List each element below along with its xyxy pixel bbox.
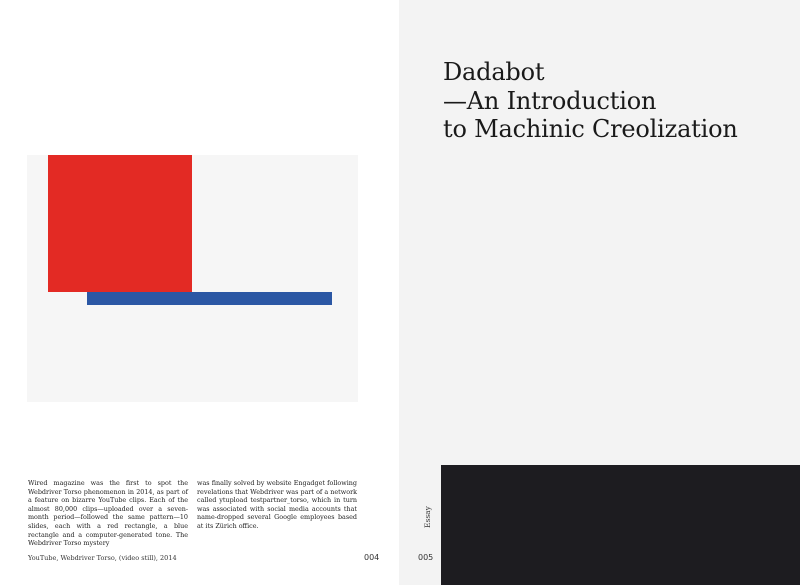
body-text-column-2: was finally solved by website Engadget following revelations that Webdriver was part of a network called ytupload testpartner_torso, which in turn was associated with social media accounts that name-dropped several Google employees based at its Zürich office. — [197, 479, 357, 530]
page-number-right: 005 — [418, 553, 434, 562]
figure-caption: YouTube, Webdriver Torso, (video still), 2014 — [28, 554, 177, 562]
left-page — [0, 0, 399, 585]
title-line-1: Dadabot — [443, 58, 545, 86]
section-label: Essay — [423, 506, 432, 528]
page-number-left: 004 — [364, 553, 380, 562]
red-rectangle — [48, 155, 192, 292]
figure-video-still — [27, 155, 358, 402]
essay-title — [443, 58, 738, 144]
blue-rectangle — [87, 292, 332, 305]
dark-color-block — [441, 465, 800, 585]
title-line-3: to Machinic Creolization — [443, 115, 738, 143]
title-line-2: —An Introduction — [443, 86, 657, 115]
body-text-column-1: Wired magazine was the first to spot the Webdriver Torso phenomenon in 2014, as part of a feature on bizarre YouTube clips. Each of the almost 80,000 clips—uploaded over a seven-month period—followed the same pattern—10 slides, each with a red rectangle, a blue rectangle and a computer-generated tone. The Webdriver Torso mystery — [28, 479, 188, 548]
